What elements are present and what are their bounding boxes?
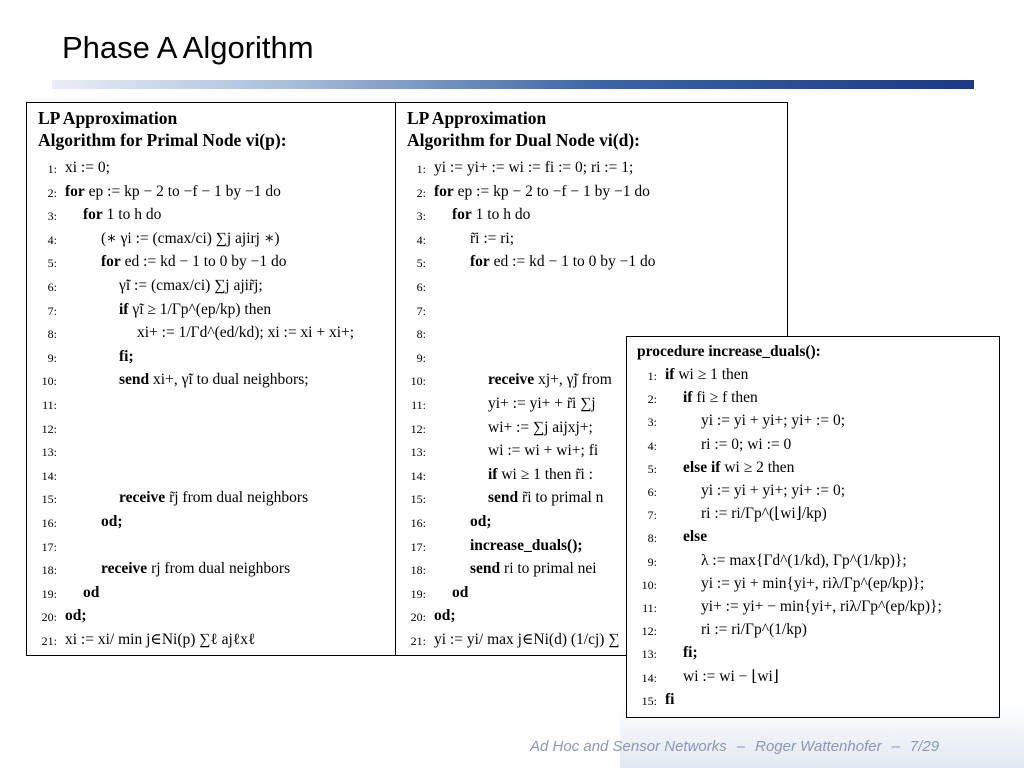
code-text: send xi+, γ̃i to dual neighbors; bbox=[119, 371, 309, 389]
line-number: 19: bbox=[41, 586, 57, 601]
footer-page-number: 7/29 bbox=[909, 738, 940, 755]
code-text: increase_duals(); bbox=[470, 536, 583, 554]
line-number: 21: bbox=[41, 634, 57, 648]
code-text: od; bbox=[470, 513, 492, 530]
footer-course: Ad Hoc and Sensor Networks bbox=[530, 738, 727, 755]
slide-title: Phase A Algorithm bbox=[62, 30, 314, 65]
code-text: fi; bbox=[119, 347, 134, 365]
code-text: r̃i := ri; bbox=[470, 229, 515, 247]
primal-algorithm-box bbox=[26, 102, 397, 656]
line-number: 16: bbox=[410, 516, 426, 530]
code-text: for ed := kd − 1 to 0 by −1 do bbox=[101, 253, 287, 271]
line-number: 2: bbox=[47, 185, 57, 200]
code-text: fi bbox=[665, 690, 675, 708]
dual-heading bbox=[407, 107, 640, 151]
code-text: else bbox=[683, 528, 708, 546]
line-number: 12: bbox=[410, 421, 426, 436]
code-text: receive xj+, γ̃j from bbox=[488, 371, 612, 389]
line-number: 11: bbox=[411, 398, 426, 412]
line-number: 18: bbox=[41, 563, 57, 578]
code-text: od bbox=[83, 583, 100, 601]
line-number: 3: bbox=[416, 209, 426, 224]
dual-heading-line2: Algorithm for Dual Node vi(d): bbox=[407, 130, 640, 150]
line-number: 8: bbox=[416, 327, 426, 342]
code-text: fi; bbox=[683, 644, 698, 662]
primal-heading-line2: Algorithm for Primal Node vi(p): bbox=[38, 130, 287, 150]
code-text: for ep := kp − 2 to −f − 1 by −1 do bbox=[434, 182, 650, 200]
primal-heading-line1: LP Approximation bbox=[38, 108, 178, 128]
line-number: 15: bbox=[410, 492, 426, 507]
line-number: 13: bbox=[41, 445, 57, 460]
code-text: xi+ := 1/Γd^(ed/kd); xi := xi + xi+; bbox=[137, 324, 355, 342]
line-number: 10: bbox=[41, 374, 57, 389]
line-number: 4: bbox=[416, 232, 426, 247]
code-text: (∗ γi := (cmax/ci) ∑j ajirj ∗) bbox=[101, 229, 280, 247]
line-number: 12: bbox=[641, 624, 657, 639]
line-number: 13: bbox=[410, 445, 426, 460]
code-text: send ri to primal nei bbox=[470, 560, 597, 578]
code-text: send r̃i to primal n bbox=[488, 489, 604, 507]
code-text: yi := yi + min{yi+, riλ/Γp^(ep/kp)}; bbox=[701, 574, 925, 592]
line-number: 19: bbox=[410, 586, 426, 601]
line-number: 8: bbox=[647, 531, 657, 546]
code-text: od; bbox=[434, 607, 456, 625]
code-text: yi+ := yi+ + r̃i ∑j bbox=[488, 395, 596, 412]
line-number: 6: bbox=[647, 485, 657, 499]
line-number: 6: bbox=[47, 280, 57, 294]
line-number: 21: bbox=[410, 634, 426, 648]
line-number: 12: bbox=[41, 421, 57, 436]
line-number: 20: bbox=[410, 610, 426, 625]
code-text: else if wi ≥ 2 then bbox=[683, 458, 795, 476]
line-number: 3: bbox=[47, 209, 57, 224]
line-number: 15: bbox=[41, 492, 57, 507]
line-number: 7: bbox=[416, 303, 426, 318]
line-number: 1: bbox=[416, 162, 426, 176]
slide-footer bbox=[530, 738, 939, 755]
footer-separator-2: – bbox=[891, 738, 900, 755]
line-number: 11: bbox=[642, 601, 657, 615]
line-number: 9: bbox=[647, 554, 657, 569]
line-number: 3: bbox=[647, 415, 657, 430]
code-text: for ed := kd − 1 to 0 by −1 do bbox=[470, 253, 656, 271]
line-number: 11: bbox=[42, 398, 57, 412]
code-text: yi := yi + yi+; yi+ := 0; bbox=[701, 482, 846, 499]
primal-heading bbox=[38, 107, 287, 151]
line-number: 17: bbox=[41, 539, 57, 554]
code-text: receive r̃j from dual neighbors bbox=[119, 489, 309, 507]
code-text: for 1 to h do bbox=[83, 206, 162, 224]
line-number: 8: bbox=[47, 327, 57, 342]
line-number: 1: bbox=[647, 369, 657, 383]
code-text: yi := yi + yi+; yi+ := 0; bbox=[701, 412, 846, 430]
line-number: 13: bbox=[641, 647, 657, 662]
footer-author: Roger Wattenhofer bbox=[755, 738, 882, 755]
code-text: yi := yi+ := wi := fi := 0; ri := 1; bbox=[434, 159, 634, 176]
line-number: 14: bbox=[641, 670, 657, 685]
code-text: if fi ≥ f then bbox=[683, 389, 758, 407]
code-text: γ̃i := (cmax/ci) ∑j ajir̃j; bbox=[119, 277, 263, 294]
line-number: 5: bbox=[47, 256, 57, 271]
line-number: 15: bbox=[641, 693, 657, 708]
code-text: yi := yi/ max j∈Ni(d) (1/cj) ∑ bbox=[434, 631, 620, 648]
line-number: 2: bbox=[647, 392, 657, 407]
code-text: od; bbox=[101, 513, 123, 530]
code-text: wi := wi − ⌊wi⌋ bbox=[683, 667, 779, 685]
footer-separator: – bbox=[736, 738, 746, 755]
code-text: receive rj from dual neighbors bbox=[101, 560, 291, 578]
dual-heading-line1: LP Approximation bbox=[407, 108, 547, 128]
code-text: if γ̃i ≥ 1/Γp^(ep/kp) then bbox=[119, 300, 272, 318]
increase-duals-procedure-box bbox=[626, 336, 1000, 718]
code-text: if wi ≥ 1 then bbox=[665, 366, 749, 383]
code-text: λ := max{Γd^(1/kd), Γp^(1/kp)}; bbox=[701, 551, 907, 569]
line-number: 18: bbox=[410, 563, 426, 578]
line-number: 4: bbox=[47, 232, 57, 247]
line-number: 16: bbox=[41, 516, 57, 530]
line-number: 14: bbox=[410, 468, 426, 483]
code-text: ri := ri/Γp^(1/kp) bbox=[701, 621, 807, 639]
line-number: 17: bbox=[410, 539, 426, 554]
line-number: 4: bbox=[647, 438, 657, 453]
code-text: xi := xi/ min j∈Ni(p) ∑ℓ ajℓxℓ bbox=[65, 631, 256, 648]
code-text: wi := wi + wi+; fi bbox=[488, 442, 599, 460]
line-number: 7: bbox=[47, 303, 57, 318]
line-number: 10: bbox=[641, 577, 657, 592]
code-text: for 1 to h do bbox=[452, 206, 531, 224]
code-text: xi := 0; bbox=[65, 159, 110, 176]
code-text: yi+ := yi+ − min{yi+, riλ/Γp^(ep/kp)}; bbox=[701, 598, 942, 615]
code-text: ri := ri/Γp^(⌊wi⌋/kp) bbox=[701, 505, 827, 523]
code-text: wi+ := ∑j aijxj+; bbox=[488, 418, 593, 436]
line-number: 6: bbox=[416, 280, 426, 294]
line-number: 5: bbox=[647, 461, 657, 476]
line-number: 1: bbox=[47, 162, 57, 176]
code-text: od bbox=[452, 583, 469, 601]
line-number: 5: bbox=[416, 256, 426, 271]
title-underline-bar bbox=[52, 80, 974, 89]
line-number: 2: bbox=[416, 185, 426, 200]
code-text: for ep := kp − 2 to −f − 1 by −1 do bbox=[65, 182, 281, 200]
procedure-heading: procedure increase_duals(): bbox=[637, 343, 821, 360]
line-number: 14: bbox=[41, 468, 57, 483]
code-text: if wi ≥ 1 then r̃i : bbox=[488, 465, 593, 483]
code-text: od; bbox=[65, 607, 87, 625]
line-number: 9: bbox=[416, 350, 426, 365]
code-text: ri := 0; wi := 0 bbox=[701, 435, 792, 453]
line-number: 7: bbox=[647, 508, 657, 523]
line-number: 9: bbox=[47, 350, 57, 365]
line-number: 10: bbox=[410, 374, 426, 389]
line-number: 20: bbox=[41, 610, 57, 625]
